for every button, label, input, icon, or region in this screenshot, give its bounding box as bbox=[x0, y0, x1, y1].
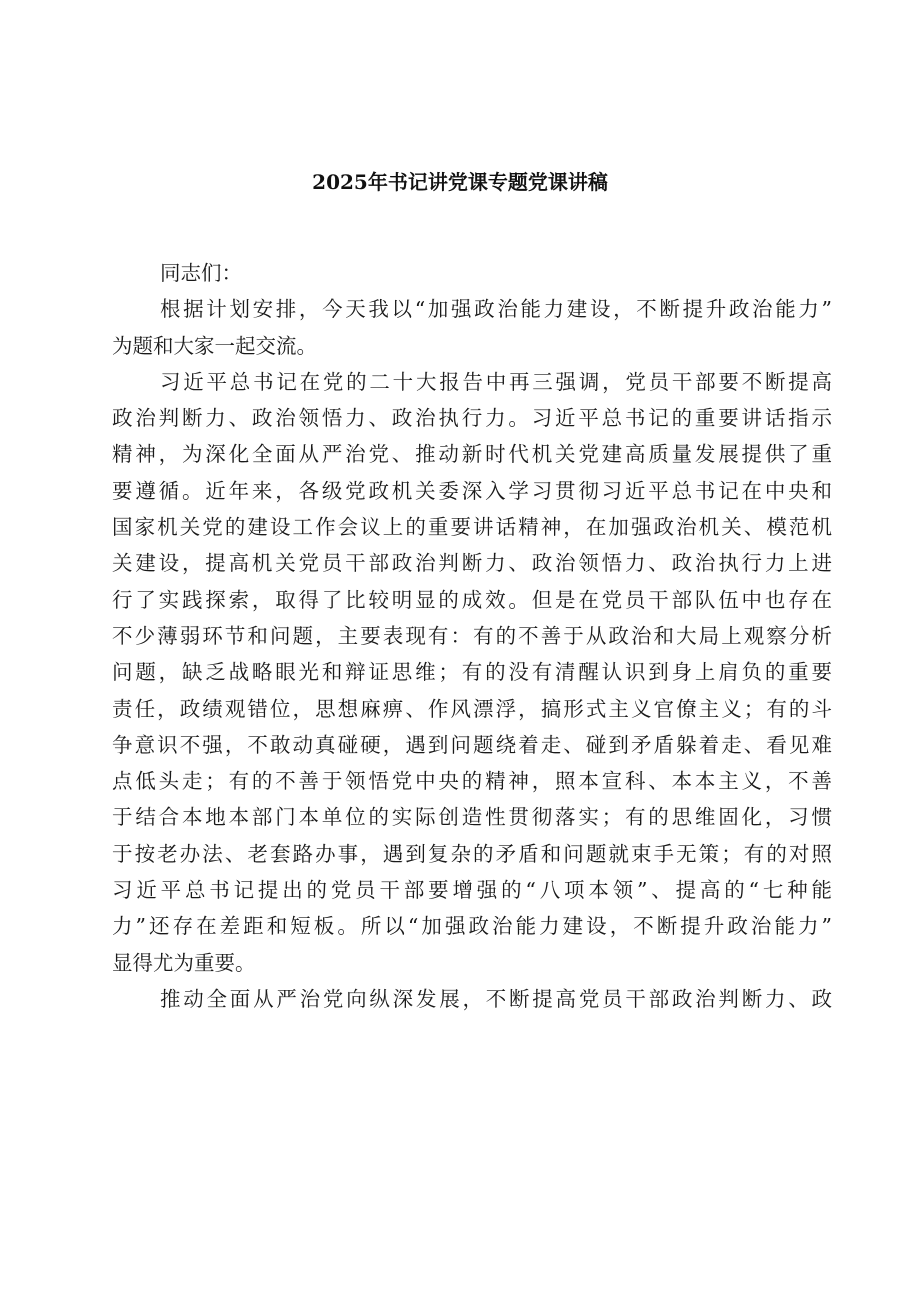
paragraph-line: 关建设，提高机关党员干部政治判断力、政治领悟力、政治执行力上进 bbox=[112, 551, 832, 576]
greeting: 同志们： bbox=[160, 261, 242, 285]
paragraph-line: 推动全面从严治党向纵深发展，不断提高党员干部政治判断力、政 bbox=[160, 986, 832, 1011]
paragraph-line: 责任，政绩观错位，思想麻痹、作风漂浮，搞形式主义官僚主义；有的斗 bbox=[112, 696, 832, 721]
paragraph-line: 习近平总书记提出的党员干部要增强的“八项本领”、提高的“七种能 bbox=[112, 878, 832, 903]
paragraph-line: 国家机关党的建设工作会议上的重要讲话精神，在加强政治机关、模范机 bbox=[112, 515, 832, 540]
paragraph-1 bbox=[112, 291, 832, 364]
paragraph-line: 要遵循。近年来，各级党政机关委深入学习贯彻习近平总书记在中央和 bbox=[112, 478, 832, 503]
paragraph-line: 于结合本地本部门本单位的实际创造性贯彻落实；有的思维固化，习惯 bbox=[112, 805, 832, 830]
document-body bbox=[112, 255, 832, 1017]
paragraph-line: 点低头走；有的不善于领悟党中央的精神，照本宣科、本本主义，不善 bbox=[112, 769, 832, 794]
paragraph-line: 于按老办法、老套路办事，遇到复杂的矛盾和问题就束手无策；有的对照 bbox=[112, 841, 832, 866]
paragraph-line: 行了实践探索，取得了比较明显的成效。但是在党员干部队伍中也存在 bbox=[112, 587, 832, 612]
paragraph-line: 政治判断力、政治领悟力、政治执行力。习近平总书记的重要讲话指示 bbox=[112, 406, 832, 431]
paragraph-line: 根据计划安排，今天我以“加强政治能力建设，不断提升政治能力” bbox=[160, 297, 832, 322]
paragraph-line: 争意识不强，不敢动真碰硬，遇到问题绕着走、碰到矛盾躲着走、看见难 bbox=[112, 732, 832, 757]
document-title: 2025年书记讲党课专题党课讲稿 bbox=[312, 170, 608, 194]
paragraph-2 bbox=[112, 364, 832, 981]
paragraph-line: 精神，为深化全面从严治党、推动新时代机关党建高质量发展提供了重 bbox=[112, 442, 832, 467]
paragraph-line: 为题和大家一起交流。 bbox=[112, 333, 317, 358]
paragraph-line: 显得尤为重要。 bbox=[112, 950, 256, 975]
paragraph-line: 不少薄弱环节和问题，主要表现有：有的不善于从政治和大局上观察分析 bbox=[112, 623, 832, 648]
paragraph-line: 习近平总书记在党的二十大报告中再三强调，党员干部要不断提高 bbox=[160, 369, 832, 394]
paragraph-line: 问题，缺乏战略眼光和辩证思维；有的没有清醒认识到身上肩负的重要 bbox=[112, 660, 832, 685]
paragraph-line: 力”还存在差距和短板。所以“加强政治能力建设，不断提升政治能力” bbox=[112, 914, 832, 939]
paragraph-3 bbox=[112, 981, 832, 1017]
